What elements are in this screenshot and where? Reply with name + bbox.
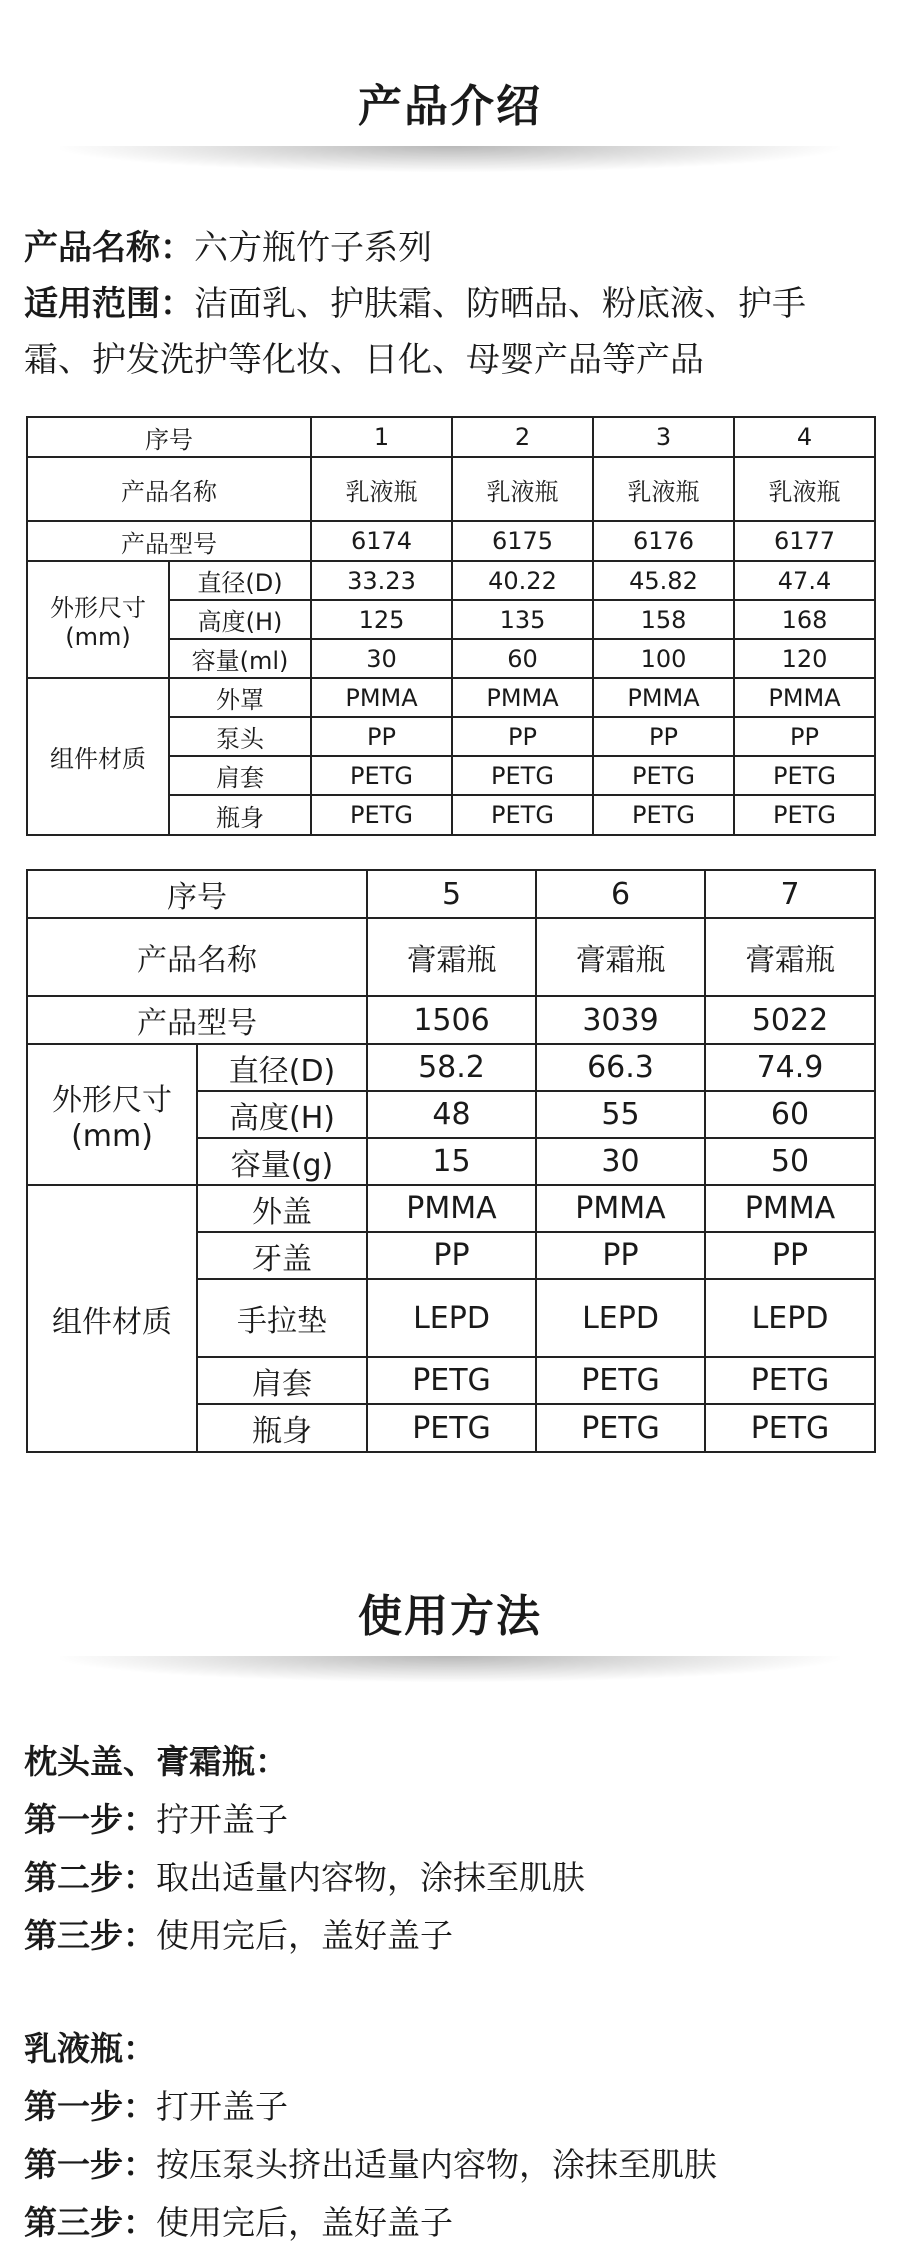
material-group-label: 组件材质 [27,678,169,835]
table-cell: PETG [593,795,734,835]
usage-cream-block [24,1733,884,1965]
table-cell: PMMA [452,678,593,717]
table-cell: 30 [536,1138,705,1185]
table-cell: 6176 [593,521,734,561]
title-divider-shadow [60,1656,840,1682]
row-label: 泵头 [169,717,311,756]
step-text: 使用完后，盖好盖子 [156,1916,453,1955]
header-cell: 5 [367,870,536,918]
row-label: 产品名称 [27,918,367,996]
usage-lotion-block [24,2020,884,2252]
row-label: 外盖 [197,1185,367,1232]
lotion-step [24,2194,884,2252]
dimension-group-title: 外形尺寸 [50,594,146,622]
table-cell: 6177 [734,521,875,561]
table-cell: 74.9 [705,1044,875,1091]
table-cell: 乳液瓶 [734,457,875,521]
cream-heading: 枕头盖、膏霜瓶： [24,1742,288,1781]
table-cell: 66.3 [536,1044,705,1091]
table-cell: PP [593,717,734,756]
spec-table-cream [26,869,876,1453]
table-cell: 1506 [367,996,536,1044]
cream-step [24,1907,884,1965]
row-label: 产品型号 [27,521,311,561]
step-key: 第二步： [24,1858,156,1897]
table-cell: PMMA [734,678,875,717]
table-cell: 5022 [705,996,875,1044]
scope-value-1: 洁面乳、护肤霜、防晒品、粉底液、护手 [194,284,806,324]
row-label: 瓶身 [169,795,311,835]
table-row [27,521,875,561]
table-cell: PETG [452,756,593,795]
table-cell: 120 [734,639,875,678]
table-cell: 168 [734,600,875,639]
table-cell: 膏霜瓶 [705,918,875,996]
table-cell: 55 [536,1091,705,1138]
row-label: 牙盖 [197,1232,367,1279]
row-label: 高度(H) [197,1091,367,1138]
table-cell: 50 [705,1138,875,1185]
table-cell: PETG [311,795,452,835]
table-cell: 30 [311,639,452,678]
table-cell: 33.23 [311,561,452,600]
dimension-group-label [27,561,169,678]
step-key: 第三步： [24,1916,156,1955]
table-cell: 47.4 [734,561,875,600]
scope-key: 适用范围： [24,284,194,324]
table-cell: LEPD [367,1279,536,1357]
table-cell: PETG [536,1357,705,1404]
table-cell: 58.2 [367,1044,536,1091]
cream-step [24,1791,884,1849]
table-cell: PETG [593,756,734,795]
product-name-value: 六方瓶竹子系列 [194,228,432,268]
table-cell: 乳液瓶 [311,457,452,521]
title-divider-shadow [60,146,840,172]
lotion-step [24,2136,884,2194]
table-cell: LEPD [536,1279,705,1357]
table-row [27,1185,875,1232]
product-name-key: 产品名称： [24,228,194,268]
table-cell: 60 [705,1091,875,1138]
material-group-label: 组件材质 [27,1185,197,1452]
header-cell: 序号 [27,417,311,457]
table-cell: 40.22 [452,561,593,600]
step-key: 第一步： [24,2145,156,2184]
table-cell: PP [452,717,593,756]
table-cell: 15 [367,1138,536,1185]
table-cell: PETG [367,1404,536,1452]
table-row [27,417,875,457]
table-cell: PP [536,1232,705,1279]
row-label: 直径(D) [197,1044,367,1091]
table-row [27,561,875,600]
table-cell: LEPD [705,1279,875,1357]
table-cell: PMMA [536,1185,705,1232]
table-row [27,870,875,918]
table-cell: PETG [705,1404,875,1452]
header-cell: 3 [593,417,734,457]
table-row [27,1044,875,1091]
step-text: 使用完后，盖好盖子 [156,2203,453,2242]
table-cell: 膏霜瓶 [536,918,705,996]
table-cell: PMMA [705,1185,875,1232]
product-info [24,220,884,388]
table-cell: 135 [452,600,593,639]
table-cell: PMMA [593,678,734,717]
table-cell: 100 [593,639,734,678]
table-cell: 45.82 [593,561,734,600]
table-cell: PP [367,1232,536,1279]
table-cell: PETG [536,1404,705,1452]
scope-line-2: 霜、护发洗护等化妆、日化、母婴产品等产品 [24,340,704,380]
table-cell: PETG [452,795,593,835]
header-cell: 序号 [27,870,367,918]
table-cell: 60 [452,639,593,678]
header-cell: 1 [311,417,452,457]
step-text: 打开盖子 [156,2087,288,2126]
usage-title: 使用方法 [358,1591,542,1642]
product-name-line [24,220,884,276]
spec-table-lotion [26,416,876,836]
table-cell: PP [311,717,452,756]
step-key: 第一步： [24,1800,156,1839]
row-label: 容量(g) [197,1138,367,1185]
table-cell: PETG [734,756,875,795]
lotion-heading: 乳液瓶： [24,2029,156,2068]
header-cell: 6 [536,870,705,918]
intro-title: 产品介绍 [358,81,542,132]
header-cell: 4 [734,417,875,457]
table-row [27,678,875,717]
lotion-step [24,2078,884,2136]
table-cell: PP [734,717,875,756]
row-label: 产品名称 [27,457,311,521]
table-cell: 6175 [452,521,593,561]
table-row [27,996,875,1044]
table-cell: PMMA [367,1185,536,1232]
table-cell: 乳液瓶 [452,457,593,521]
table-cell: 乳液瓶 [593,457,734,521]
step-key: 第三步： [24,2203,156,2242]
table-cell: PMMA [311,678,452,717]
row-label: 肩套 [169,756,311,795]
table-row [27,918,875,996]
table-cell: PETG [311,756,452,795]
step-text: 拧开盖子 [156,1800,288,1839]
row-label: 高度(H) [169,600,311,639]
row-label: 瓶身 [197,1404,367,1452]
table-cell: PETG [705,1357,875,1404]
header-cell: 2 [452,417,593,457]
table-cell: 125 [311,600,452,639]
table-row [27,457,875,521]
scope-line-1 [24,276,884,332]
step-key: 第一步： [24,2087,156,2126]
dimension-group-label [27,1044,197,1185]
table-cell: 6174 [311,521,452,561]
dimension-group-unit: (mm) [65,623,131,651]
row-label: 外罩 [169,678,311,717]
row-label: 肩套 [197,1357,367,1404]
row-label: 直径(D) [169,561,311,600]
step-text: 取出适量内容物，涂抹至肌肤 [156,1858,585,1897]
table-cell: 48 [367,1091,536,1138]
header-cell: 7 [705,870,875,918]
step-text: 按压泵头挤出适量内容物，涂抹至肌肤 [156,2145,717,2184]
row-label: 容量(ml) [169,639,311,678]
table-cell: PETG [734,795,875,835]
dimension-group-title: 外形尺寸 [52,1083,172,1118]
row-label: 产品型号 [27,996,367,1044]
cream-step [24,1849,884,1907]
dimension-group-unit: (mm) [71,1119,153,1154]
table-cell: 膏霜瓶 [367,918,536,996]
table-cell: 3039 [536,996,705,1044]
table-cell: PETG [367,1357,536,1404]
table-cell: 158 [593,600,734,639]
table-cell: PP [705,1232,875,1279]
row-label: 手拉垫 [197,1279,367,1357]
